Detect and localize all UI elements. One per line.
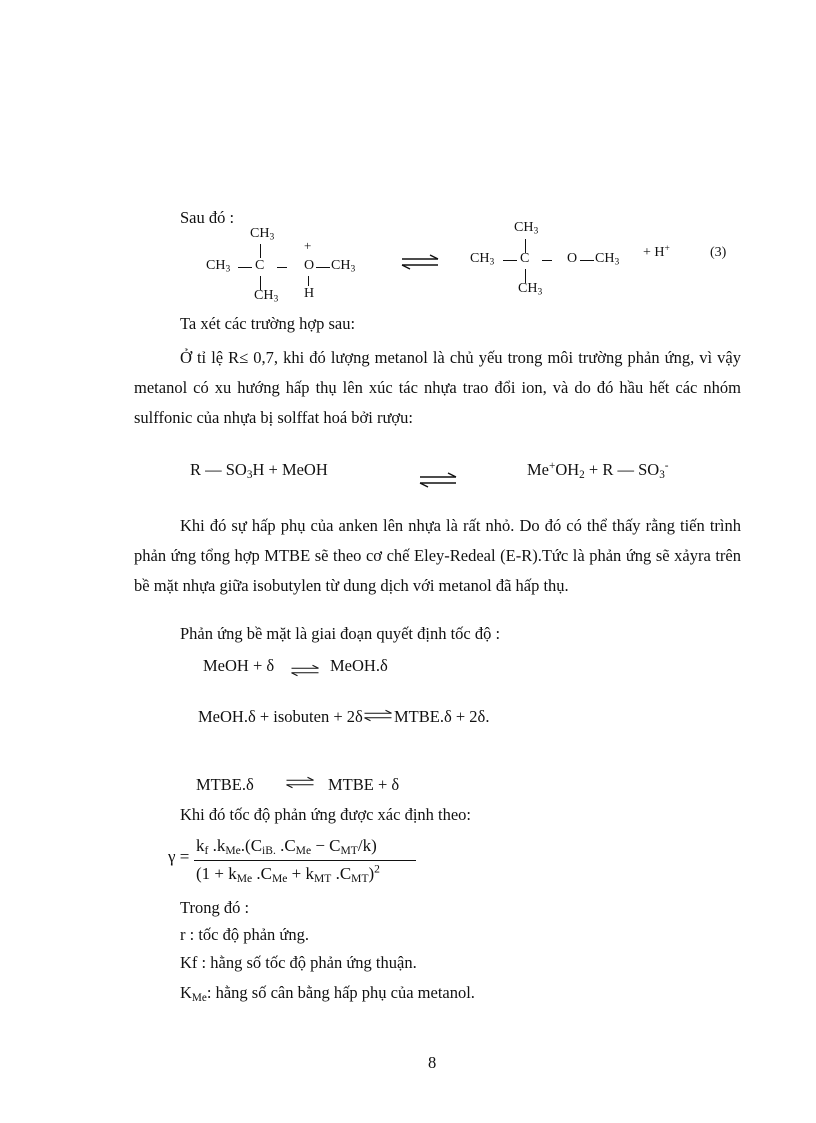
left-bond-top — [260, 244, 261, 258]
left-ch3-main: $CH_3$ — [206, 258, 231, 275]
left-plus-charge: + — [304, 238, 312, 253]
formula-numerator: $k_f$ $.k_{Me}.(C_{iB.}$ $.C_{Me} - C_{MT}/k$) — [196, 836, 377, 858]
surface-heading: Phản ứng bề mặt là giai đoạn quyết định tốc độ : — [180, 624, 501, 643]
formula-fraction-bar — [194, 860, 416, 861]
step3-left: MTBE.δ — [196, 775, 254, 794]
definition-kf: Kf : hằng số tốc độ phản ứng thuận. — [180, 953, 417, 972]
left-bond-1 — [238, 267, 252, 268]
step1-left: MeOH + δ — [203, 656, 275, 675]
left-ch3-bottom: $CH_3$ — [254, 288, 279, 305]
rate-heading: Khi đó tốc độ phản ứng được xác định theo: — [180, 805, 472, 824]
sulfo-left: R — $SO_3H$ + MeOH — [190, 460, 328, 482]
left-bond-3 — [316, 267, 330, 268]
formula-denominator: ($1 + k_{Me}$ $.C_{Me} + k_{MT}$ $.C_{MT})^2$ — [196, 862, 380, 886]
left-hydrogen: H — [304, 286, 315, 301]
step2-right: MTBE.δ + 2δ. — [394, 707, 490, 726]
paragraph-eley-redeal: Khi đó sự hấp phụ của anken lên nhựa là rất nhỏ. Do đó có thể thấy rằng tiến trình phản ứng tổng hợp MTBE sẽ theo cơ chế Eley-Redeal (E-R).Tức là phản ứng sẽ xảyra trên bề mặt nhựa giữa isobutylen từ dung dịch với metanol đã hấp thụ. — [134, 516, 741, 595]
right-oxygen: O — [567, 251, 578, 266]
step3-right: MTBE + δ — [328, 775, 400, 794]
intro-label: Sau đó : — [180, 208, 235, 227]
left-bond-2 — [277, 267, 287, 268]
left-oxygen: O — [304, 258, 315, 273]
right-ch3-top: $CH_3$ — [514, 220, 539, 237]
definition-kme: $K_{Me}$: hằng số cân bằng hấp phụ của metanol. — [180, 983, 475, 1005]
equilibrium-arrow-sulfo — [418, 472, 458, 488]
where-label: Trong đó : — [180, 898, 250, 917]
right-ch3-main: $CH_3$ — [470, 251, 495, 268]
right-bond-2 — [542, 260, 552, 261]
left-central-c: C — [255, 258, 265, 273]
formula-gamma: γ = — [168, 847, 190, 866]
step1-right: MeOH.δ — [330, 656, 388, 675]
definition-r: r : tốc độ phản ứng. — [180, 925, 310, 944]
right-central-c: C — [520, 251, 530, 266]
left-ch3-top: $CH_3$ — [250, 226, 275, 243]
step2-left: MeOH.δ + isobuten + 2δ — [198, 707, 363, 726]
cases-heading: Ta xét các trường hợp sau: — [180, 314, 356, 333]
right-ch3-bottom: $CH_3$ — [518, 281, 543, 298]
left-bond-oh — [308, 276, 309, 286]
paragraph-ratio: Ở tỉ lệ R≤ 0,7, khi đó lượng metanol là chủ yếu trong môi trường phản ứng, vì vậy metanol có xu hướng hấp thụ lên xúc tác nhựa trao đổi ion, và do đó hầu hết các nhóm sulffonic của nhựa bị solffat hoá bởi rượu: — [134, 348, 741, 427]
sulfo-right: $Me^+OH_2 + R$ — $SO_3^-$ — [527, 459, 669, 482]
left-och3: $CH_3$ — [331, 258, 356, 275]
equilibrium-arrow-step2 — [363, 709, 393, 722]
right-bond-1 — [503, 260, 517, 261]
right-och3: $CH_3$ — [595, 251, 620, 268]
right-h-plus: + H+ — [643, 243, 670, 260]
equation-number-3: (3) — [710, 245, 727, 260]
equilibrium-arrow-step1 — [290, 664, 320, 677]
page-number: 8 — [428, 1053, 437, 1072]
equilibrium-arrow-step3 — [285, 776, 315, 789]
right-bond-3 — [580, 260, 594, 261]
equilibrium-arrow-3 — [400, 254, 440, 270]
